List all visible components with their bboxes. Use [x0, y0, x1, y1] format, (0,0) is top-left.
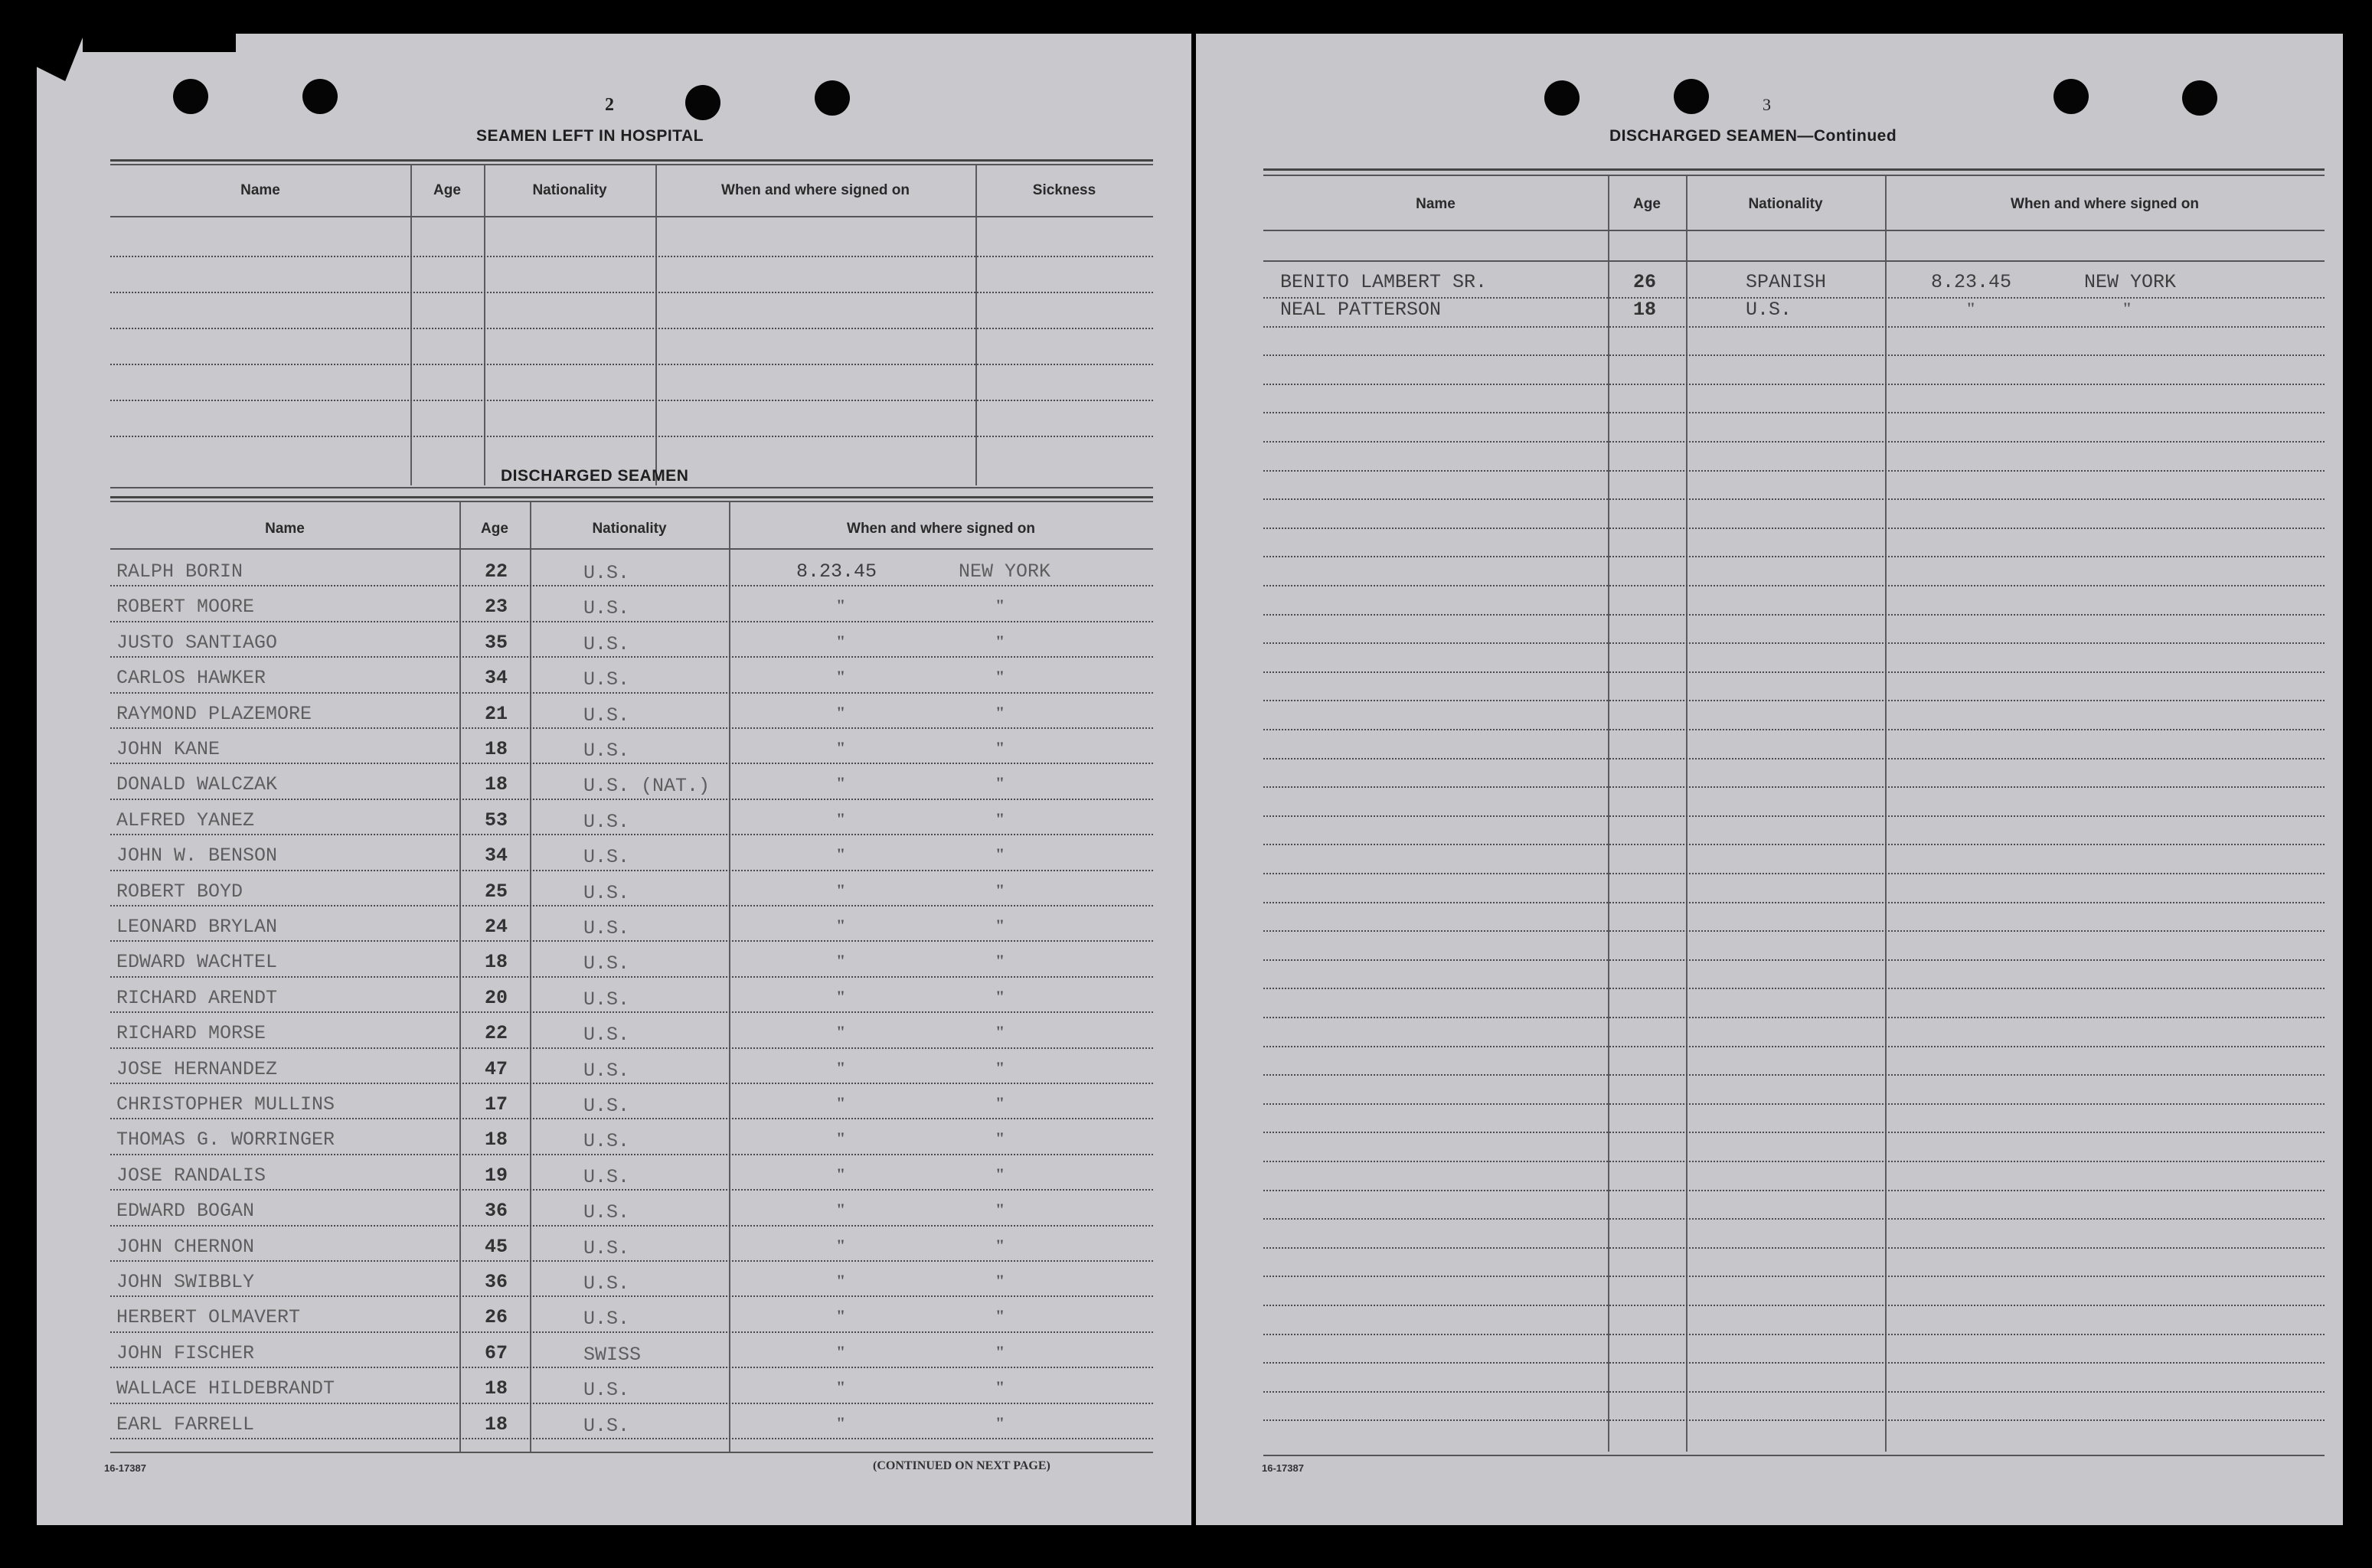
continued-section-title: DISCHARGED SEAMEN—Continued	[1609, 127, 1897, 145]
seaman-nationality: U.S.	[583, 740, 630, 762]
column-header: Nationality	[532, 182, 607, 198]
row-line	[1263, 1103, 2325, 1105]
seaman-name: RICHARD ARENDT	[116, 986, 278, 1009]
table-row	[37, 1084, 1191, 1119]
row-line	[1263, 902, 2325, 903]
signed-on-place: "	[995, 986, 1005, 1006]
right-page	[1196, 34, 2343, 1525]
row-line	[1263, 786, 2325, 788]
row-line	[1263, 297, 2325, 299]
punch-hole	[685, 85, 720, 120]
signed-on-place: "	[995, 1129, 1005, 1148]
seaman-name: NEAL PATTERSON	[1280, 299, 1442, 321]
table-row	[37, 835, 1191, 871]
table-top-rule	[1263, 175, 2325, 176]
seaman-age: 17	[484, 1093, 508, 1116]
signed-on-date: "	[836, 667, 846, 687]
signed-on-date: "	[836, 1129, 846, 1148]
row-line	[1263, 528, 2325, 529]
seaman-age: 25	[484, 880, 508, 903]
column-header: When and where signed on	[2011, 196, 2199, 212]
row-line	[1263, 873, 2325, 874]
column-header: Name	[265, 521, 305, 537]
seaman-nationality: U.S.	[583, 1201, 630, 1224]
seaman-name: RICHARD MORSE	[116, 1022, 266, 1045]
seaman-name: BENITO LAMBERT SR.	[1280, 271, 1488, 293]
signed-on-date: "	[836, 702, 846, 722]
signed-on-date: "	[836, 916, 846, 935]
table-bottom-rule	[1263, 1455, 2325, 1456]
signed-on-date: "	[836, 1093, 846, 1112]
signed-on-place: "	[995, 1057, 1005, 1077]
signed-on-place: "	[995, 1200, 1005, 1220]
seaman-age: 24	[484, 916, 508, 938]
seaman-age: 18	[484, 1413, 508, 1436]
seaman-name: LEONARD BRYLAN	[116, 916, 278, 938]
row-line	[1263, 384, 2325, 385]
table-row	[37, 1404, 1191, 1439]
table-row	[37, 694, 1191, 729]
signed-on-date: 8.23.45	[796, 560, 877, 583]
row-line	[110, 400, 1153, 401]
row-line	[1263, 614, 2325, 616]
table-row	[37, 764, 1191, 799]
signed-on-date: "	[836, 1341, 846, 1361]
seaman-nationality: U.S.	[583, 1024, 630, 1047]
seaman-nationality: SWISS	[583, 1343, 642, 1366]
signed-on-place: "	[2122, 299, 2132, 318]
signed-on-place: "	[995, 1306, 1005, 1326]
seaman-nationality: U.S. (NAT.)	[583, 775, 711, 798]
seaman-age: 67	[484, 1341, 508, 1364]
seaman-name: CHRISTOPHER MULLINS	[116, 1093, 335, 1116]
row-line	[1263, 671, 2325, 673]
row-line	[1263, 758, 2325, 760]
seaman-nationality: U.S.	[583, 597, 630, 620]
row-line	[1263, 988, 2325, 989]
punch-hole	[302, 79, 338, 114]
row-line	[1263, 585, 2325, 586]
table-row	[37, 942, 1191, 977]
column-header: When and where signed on	[847, 521, 1035, 537]
row-line	[1263, 1276, 2325, 1277]
seaman-name: ROBERT MOORE	[116, 596, 255, 619]
seaman-age: 26	[1632, 271, 1656, 293]
signed-on-place: "	[995, 844, 1005, 864]
header-rule	[110, 548, 1153, 550]
seaman-age: 20	[484, 986, 508, 1009]
signed-on-date: "	[836, 1235, 846, 1255]
seaman-age: 19	[484, 1164, 508, 1187]
seaman-age: 26	[484, 1306, 508, 1329]
row-line	[1263, 642, 2325, 644]
punch-hole	[1544, 80, 1580, 116]
row-line	[110, 436, 1153, 437]
row-line	[1263, 441, 2325, 443]
column-header: Name	[1416, 196, 1456, 212]
column-divider	[1608, 176, 1609, 1452]
seaman-nationality: U.S.	[583, 1095, 630, 1117]
seaman-nationality: U.S.	[583, 810, 630, 833]
row-line	[1263, 700, 2325, 701]
column-header: Name	[240, 182, 280, 198]
signed-on-place: "	[995, 880, 1005, 900]
table-row	[37, 1119, 1191, 1155]
signed-on-date: "	[836, 1164, 846, 1184]
punch-hole	[2182, 80, 2217, 116]
signed-on-place: "	[995, 1413, 1005, 1432]
signed-on-place: NEW YORK	[959, 560, 1051, 583]
row-line	[1263, 930, 2325, 932]
row-line	[1263, 959, 2325, 961]
table-row	[37, 871, 1191, 906]
table-top-rule	[110, 164, 1153, 165]
punch-hole	[2053, 79, 2089, 114]
seaman-age: 36	[484, 1271, 508, 1293]
row-line	[1263, 354, 2325, 356]
signed-on-date: "	[1966, 299, 1976, 318]
seaman-name: JOHN W. BENSON	[116, 844, 278, 867]
signed-on-place: "	[995, 1235, 1005, 1255]
table-top-rule	[110, 496, 1153, 498]
page-number: 3	[1763, 95, 1771, 114]
table-bottom-rule	[110, 1452, 1153, 1453]
signed-on-date: "	[836, 844, 846, 864]
row-line	[1263, 844, 2325, 845]
seaman-nationality: U.S.	[583, 881, 630, 904]
seaman-age: 18	[484, 738, 508, 760]
row-line	[110, 364, 1153, 365]
row-line	[1263, 1391, 2325, 1393]
column-divider	[410, 165, 412, 485]
punch-hole	[1674, 79, 1709, 114]
row-line	[1263, 1132, 2325, 1133]
column-header: Age	[481, 521, 508, 537]
signed-on-date: "	[836, 596, 846, 616]
table-row	[37, 551, 1191, 586]
signed-on-place: "	[995, 667, 1005, 687]
signed-on-place: "	[995, 1093, 1005, 1112]
seaman-nationality: U.S.	[583, 917, 630, 939]
signed-on-place: "	[995, 951, 1005, 971]
row-line	[1263, 1334, 2325, 1335]
seaman-age: 18	[484, 1129, 508, 1152]
signed-on-date: 8.23.45	[1931, 271, 2012, 293]
table-row	[37, 1191, 1191, 1226]
seaman-age: 23	[484, 596, 508, 619]
signed-on-place: "	[995, 1271, 1005, 1290]
table-bottom-rule	[110, 487, 1153, 488]
table-row	[1196, 268, 2343, 296]
seaman-nationality: U.S.	[583, 988, 630, 1011]
table-row	[1196, 296, 2343, 323]
column-header: Sickness	[1032, 182, 1096, 198]
signed-on-place: "	[995, 702, 1005, 722]
seaman-nationality: U.S.	[583, 1308, 630, 1331]
row-line	[110, 328, 1153, 329]
signed-on-place: "	[995, 1022, 1005, 1042]
signed-on-date: "	[836, 1306, 846, 1326]
row-line	[1263, 1046, 2325, 1047]
seaman-nationality: U.S.	[583, 1379, 630, 1402]
signed-on-place: "	[995, 1341, 1005, 1361]
torn-edge	[83, 34, 236, 52]
signed-on-date: "	[836, 773, 846, 793]
form-code: 16-17387	[1262, 1462, 1304, 1474]
column-divider	[1885, 176, 1887, 1452]
row-line	[1263, 1161, 2325, 1162]
left-page	[37, 34, 1191, 1525]
seaman-age: 18	[484, 1377, 508, 1400]
seaman-name: RAYMOND PLAZEMORE	[116, 702, 312, 725]
row-line	[1263, 556, 2325, 557]
seaman-name: WALLACE HILDEBRANDT	[116, 1377, 335, 1400]
row-line	[1263, 412, 2325, 413]
seaman-nationality: U.S.	[583, 1165, 630, 1188]
signed-on-date: "	[836, 986, 846, 1006]
seaman-name: EDWARD BOGAN	[116, 1200, 255, 1223]
seaman-name: ALFRED YANEZ	[116, 808, 255, 831]
signed-on-date: "	[836, 951, 846, 971]
page-number: 2	[605, 95, 614, 115]
row-line	[1263, 1362, 2325, 1364]
seaman-age: 21	[484, 702, 508, 725]
table-row	[37, 1368, 1191, 1403]
form-code: 16-17387	[104, 1462, 146, 1474]
signed-on-place: "	[995, 773, 1005, 793]
header-rule	[1263, 230, 2325, 231]
seaman-name: DONALD WALCZAK	[116, 773, 278, 796]
seaman-age: 47	[484, 1057, 508, 1080]
seaman-nationality: U.S.	[583, 1236, 630, 1259]
column-divider	[975, 165, 977, 485]
row-line	[1263, 1017, 2325, 1018]
seaman-name: THOMAS G. WORRINGER	[116, 1129, 335, 1152]
signed-on-date: "	[836, 738, 846, 757]
seaman-nationality: U.S.	[583, 1272, 630, 1295]
seaman-nationality: U.S.	[583, 562, 630, 584]
row-line	[1263, 498, 2325, 500]
row-line	[110, 292, 1153, 293]
table-top-rule	[110, 159, 1153, 162]
table-row	[37, 906, 1191, 942]
row-line	[1263, 470, 2325, 472]
table-row	[37, 1227, 1191, 1262]
seaman-age: 18	[484, 773, 508, 796]
table-row	[37, 622, 1191, 658]
signed-on-place: "	[995, 738, 1005, 757]
seaman-name: JOHN CHERNON	[116, 1235, 255, 1258]
row-line	[1263, 1247, 2325, 1249]
signed-on-date: "	[836, 1413, 846, 1432]
table-row	[37, 978, 1191, 1013]
table-row	[37, 800, 1191, 835]
row-line	[110, 256, 1153, 257]
seaman-name: JUSTO SANTIAGO	[116, 631, 278, 654]
seaman-age: 35	[484, 631, 508, 654]
row-line	[1263, 1190, 2325, 1191]
continued-note: (CONTINUED ON NEXT PAGE)	[873, 1459, 1050, 1472]
seaman-name: CARLOS HAWKER	[116, 667, 266, 690]
punch-hole	[173, 79, 208, 114]
seaman-name: JOHN SWIBBLY	[116, 1271, 255, 1293]
row-line	[1263, 1305, 2325, 1306]
table-row	[37, 586, 1191, 622]
column-divider	[655, 165, 657, 485]
column-header: Nationality	[1748, 196, 1823, 212]
seaman-name: JOHN KANE	[116, 738, 221, 760]
column-header: Nationality	[592, 521, 667, 537]
column-header: When and where signed on	[721, 182, 910, 198]
signed-on-date: "	[836, 880, 846, 900]
table-row	[37, 1013, 1191, 1048]
seaman-nationality: SPANISH	[1746, 271, 1827, 293]
signed-on-date: "	[836, 1057, 846, 1077]
seaman-age: 18	[484, 951, 508, 974]
signed-on-place: "	[995, 1164, 1005, 1184]
seaman-nationality: U.S.	[1746, 299, 1792, 321]
seaman-nationality: U.S.	[583, 1059, 630, 1082]
header-rule	[110, 216, 1153, 217]
table-row	[37, 1049, 1191, 1084]
table-row	[37, 1333, 1191, 1368]
signed-on-date: "	[836, 631, 846, 651]
seaman-nationality: U.S.	[583, 632, 630, 655]
row-line	[1263, 815, 2325, 817]
row-line	[1263, 1419, 2325, 1421]
signed-on-date: "	[836, 1200, 846, 1220]
seaman-name: JOHN FISCHER	[116, 1341, 255, 1364]
row-line	[1263, 1074, 2325, 1076]
signed-on-date: "	[836, 1271, 846, 1290]
seaman-age: 18	[1632, 299, 1656, 321]
seaman-age: 34	[484, 844, 508, 867]
seaman-name: EDWARD WACHTEL	[116, 951, 278, 974]
header-rule	[1263, 260, 2325, 262]
signed-on-place: "	[995, 916, 1005, 935]
seaman-age: 53	[484, 808, 508, 831]
seaman-name: JOSE RANDALIS	[116, 1164, 266, 1187]
seaman-age: 22	[484, 1022, 508, 1045]
signed-on-place: "	[995, 1377, 1005, 1397]
discharged-section-title: DISCHARGED SEAMEN	[501, 467, 689, 485]
seaman-nationality: U.S.	[583, 1130, 630, 1153]
signed-on-date: "	[836, 808, 846, 828]
signed-on-place: "	[995, 596, 1005, 616]
seaman-nationality: U.S.	[583, 704, 630, 727]
seaman-name: EARL FARRELL	[116, 1413, 255, 1436]
table-top-rule	[110, 501, 1153, 502]
row-line	[1263, 326, 2325, 328]
seaman-name: HERBERT OLMAVERT	[116, 1306, 301, 1329]
seaman-age: 36	[484, 1200, 508, 1223]
row-line	[1263, 1218, 2325, 1220]
seaman-nationality: U.S.	[583, 846, 630, 869]
torn-corner	[37, 34, 84, 81]
signed-on-place: "	[995, 808, 1005, 828]
seaman-age: 45	[484, 1235, 508, 1258]
hospital-section-title: SEAMEN LEFT IN HOSPITAL	[476, 127, 704, 145]
table-row	[37, 1297, 1191, 1332]
row-line	[110, 1438, 1153, 1439]
seaman-nationality: U.S.	[583, 668, 630, 691]
seaman-name: ROBERT BOYD	[116, 880, 243, 903]
signed-on-place: "	[995, 631, 1005, 651]
seaman-name: JOSE HERNANDEZ	[116, 1057, 278, 1080]
seaman-nationality: U.S.	[583, 1414, 630, 1437]
signed-on-place: NEW YORK	[2084, 271, 2177, 293]
table-top-rule	[1263, 168, 2325, 171]
column-header: Age	[1633, 196, 1661, 212]
table-row	[37, 1155, 1191, 1191]
column-header: Age	[433, 182, 461, 198]
table-row	[37, 658, 1191, 693]
seaman-name: RALPH BORIN	[116, 560, 243, 583]
signed-on-date: "	[836, 1022, 846, 1042]
table-row	[37, 729, 1191, 764]
row-line	[1263, 729, 2325, 730]
signed-on-date: "	[836, 1377, 846, 1397]
punch-hole	[815, 80, 850, 116]
seaman-age: 22	[484, 560, 508, 583]
seaman-age: 34	[484, 667, 508, 690]
column-divider	[1686, 176, 1688, 1452]
seaman-nationality: U.S.	[583, 952, 630, 975]
column-divider	[484, 165, 485, 485]
table-row	[37, 1262, 1191, 1297]
